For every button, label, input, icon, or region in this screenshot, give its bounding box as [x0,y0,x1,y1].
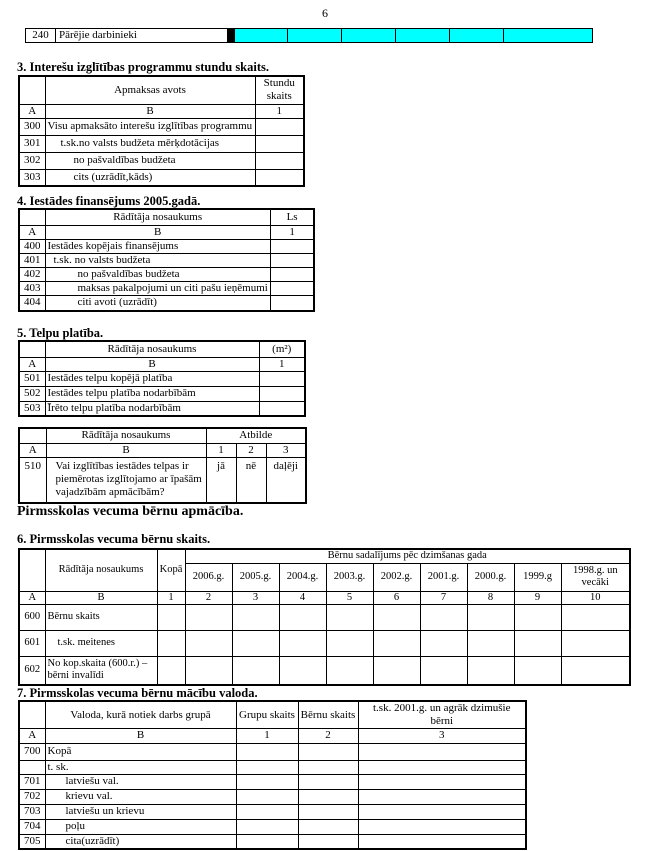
row-code: 502 [19,386,45,401]
blank-header-cell [19,209,45,225]
table-row [19,118,304,135]
value-cell[interactable] [561,605,630,631]
value-cell[interactable] [298,819,358,834]
row-label: Kopā [45,743,236,760]
staff-highlight-cell[interactable] [287,28,342,43]
table-row [19,789,526,804]
row-label: poļu [45,819,236,834]
table-row [19,605,630,631]
key-cell: 2 [236,443,266,457]
row-code: 702 [19,789,45,804]
blank-header-cell [19,549,45,591]
key-cell: 2 [298,729,358,743]
language-table [18,700,527,850]
value-cell[interactable] [514,657,561,685]
row-label: maksas pakalpojumi un citi pašu ieņēmumi [45,282,270,296]
key-cell: 6 [373,591,420,605]
value-cell[interactable] [298,834,358,849]
key-cell: 10 [561,591,630,605]
value-cell[interactable] [298,804,358,819]
key-cell: 1 [270,225,314,239]
column-header-value: (m²) [259,341,305,357]
table-row [19,774,526,789]
key-cell: 3 [358,729,526,743]
table-row [19,819,526,834]
column-header-older: t.sk. 2001.g. un agrāk dzimušie bērni [358,701,526,729]
value-cell[interactable] [279,605,326,631]
value-cell[interactable] [298,789,358,804]
table-row [19,169,304,186]
staff-highlight-cell[interactable] [341,28,396,43]
key-cell: 1 [255,104,304,118]
column-header-year: 1998.g. un vecāki [561,563,630,591]
section3-heading: 3. Interešu izglītības programmu stundu skaits. [17,60,270,74]
column-header-name: Rādītāja nosaukums [46,428,206,443]
area-table [18,340,306,417]
value-cell[interactable] [236,760,298,774]
column-header-year: 2002.g. [373,563,420,591]
value-cell[interactable] [358,834,526,849]
column-header-answer: Atbilde [206,428,306,443]
value-cell[interactable] [358,760,526,774]
blank-header-cell [19,341,45,357]
column-header-year: 2006.g. [185,563,232,591]
row-label: latviešu val. [45,774,236,789]
value-cell[interactable] [358,804,526,819]
row-code: 403 [19,282,45,296]
value-cell[interactable] [298,743,358,760]
row-label: No kop.skaita (600.r.) – bērni invalīdi [45,657,157,685]
answer-partly-cell[interactable]: daļēji [266,457,306,503]
row-code: 402 [19,268,45,282]
key-cell: 5 [326,591,373,605]
value-cell[interactable] [236,743,298,760]
value-cell[interactable] [255,169,304,186]
section6-heading: 6. Pirmsskolas vecuma bērnu skaits. [17,532,211,546]
table-row [19,371,305,386]
value-cell[interactable] [157,657,185,685]
key-cell: 9 [514,591,561,605]
value-cell[interactable] [358,774,526,789]
column-header-year: 2000.g. [467,563,514,591]
value-cell[interactable] [373,605,420,631]
key-cell: 3 [232,591,279,605]
value-cell[interactable] [326,605,373,631]
row-label: no pašvaldības budžeta [45,268,270,282]
staff-highlight-cell[interactable] [503,28,593,43]
key-cell: 7 [420,591,467,605]
value-cell[interactable] [255,118,304,135]
table-row [19,296,314,311]
key-cell: B [45,104,255,118]
key-cell: A [19,357,45,371]
value-cell[interactable] [270,296,314,311]
value-cell[interactable] [373,631,420,657]
value-cell[interactable] [157,605,185,631]
row-label: Iestādes telpu kopējā platība [45,371,259,386]
row-code: 602 [19,657,45,685]
value-cell[interactable] [185,631,232,657]
value-cell[interactable] [420,605,467,631]
value-cell[interactable] [279,631,326,657]
value-cell[interactable] [467,657,514,685]
row-code: 300 [19,118,45,135]
key-cell: A [19,225,45,239]
value-cell[interactable] [298,774,358,789]
value-cell[interactable] [236,804,298,819]
value-cell[interactable] [270,268,314,282]
children-count-table [18,548,631,686]
row-label: citi avoti (uzrādīt) [45,296,270,311]
key-cell: B [45,729,236,743]
row-label: t. sk. [45,760,236,774]
staff-highlight-cell[interactable] [395,28,450,43]
key-cell: A [19,104,45,118]
value-cell[interactable] [514,631,561,657]
value-cell[interactable] [232,631,279,657]
blank-header-cell [19,76,45,104]
column-header-name: Rādītāja nosaukums [45,209,270,225]
column-header-year: 2003.g. [326,563,373,591]
key-cell: 1 [259,357,305,371]
key-cell: 1 [236,729,298,743]
row-code: 400 [19,239,45,253]
column-header-year: 1999.g [514,563,561,591]
row-code: 701 [19,774,45,789]
key-cell: A [19,443,46,457]
column-header-total: Kopā [157,549,185,591]
value-cell[interactable] [259,401,305,416]
column-header-name: Rādītāja nosaukums [45,549,157,591]
key-cell: 1 [206,443,236,457]
row-label: Iestādes kopējais finansējums [45,239,270,253]
row-label: cits (uzrādīt,kāds) [45,169,255,186]
column-header-value: Ls [270,209,314,225]
value-cell[interactable] [373,657,420,685]
key-cell: 1 [157,591,185,605]
key-cell: 8 [467,591,514,605]
value-cell[interactable] [358,789,526,804]
row-code: 503 [19,401,45,416]
value-cell[interactable] [279,657,326,685]
row-code: 510 [19,457,46,503]
row-label: t.sk.no valsts budžeta mērķdotācijas [45,135,255,152]
value-cell[interactable] [561,657,630,685]
suitability-table [18,427,307,504]
value-cell[interactable] [561,631,630,657]
column-header-year: 2005.g. [232,563,279,591]
value-cell[interactable] [298,760,358,774]
value-cell[interactable] [420,631,467,657]
column-header-children: Bērnu skaits [298,701,358,729]
page-number: 6 [322,6,328,20]
value-cell[interactable] [259,371,305,386]
value-cell[interactable] [236,834,298,849]
table-row [19,386,305,401]
column-header-year: 2004.g. [279,563,326,591]
table-row [19,152,304,169]
column-header-birthyear-span: Bērnu sadalījums pēc dzimšanas gada [185,549,630,563]
blank-header-cell [19,701,45,729]
column-header-name: Rādītāja nosaukums [45,341,259,357]
column-header-language: Valoda, kurā notiek darbs grupā [45,701,236,729]
table-row [19,834,526,849]
value-cell[interactable] [255,152,304,169]
staff-row [25,28,593,43]
value-cell[interactable] [467,605,514,631]
key-cell: 3 [266,443,306,457]
financing-table [18,208,315,312]
row-label: t.sk. no valsts budžeta [45,253,270,267]
row-code: 700 [19,743,45,760]
staff-row-code: 240 [25,28,56,43]
section7-heading: 7. Pirmsskolas vecuma bērnu mācību valoda. [17,686,258,700]
table-row [19,631,630,657]
row-code: 704 [19,819,45,834]
value-cell[interactable] [232,657,279,685]
row-code: 303 [19,169,45,186]
staff-row-label: Pārējie darbinieki [55,28,228,43]
table-row [19,457,306,503]
value-cell[interactable] [514,605,561,631]
value-cell[interactable] [358,819,526,834]
row-label: t.sk. meitenes [45,631,157,657]
key-cell: A [19,729,45,743]
column-header-source: Apmaksas avots [45,76,255,104]
row-label: Iestādes telpu platība nodarbībām [45,386,259,401]
table-row [19,657,630,685]
table-row [19,401,305,416]
key-cell: B [45,591,157,605]
value-cell[interactable] [259,386,305,401]
row-code: 404 [19,296,45,311]
value-cell[interactable] [232,605,279,631]
table-row [19,760,526,774]
section4-heading: 4. Iestādes finansējums 2005.gadā. [17,194,201,208]
key-cell: 4 [279,591,326,605]
column-header-year: 2001.g. [420,563,467,591]
value-cell[interactable] [270,239,314,253]
column-header-groups: Grupu skaits [236,701,298,729]
value-cell[interactable] [255,135,304,152]
value-cell[interactable] [326,631,373,657]
table-row [19,743,526,760]
key-cell: B [45,357,259,371]
value-cell[interactable] [270,282,314,296]
row-code: 601 [19,631,45,657]
value-cell[interactable] [270,253,314,267]
table-row [19,282,314,296]
blank-header-cell [19,428,46,443]
key-cell: B [45,225,270,239]
key-cell: A [19,591,45,605]
column-header-value: Stundu skaits [255,76,304,104]
row-code: 705 [19,834,45,849]
value-cell[interactable] [185,657,232,685]
row-code: 401 [19,253,45,267]
staff-highlight-cell[interactable] [449,28,504,43]
table-row [19,239,314,253]
value-cell[interactable] [236,774,298,789]
row-code: 600 [19,605,45,631]
row-label: cita(uzrādīt) [45,834,236,849]
value-cell[interactable] [157,631,185,657]
row-label: no pašvaldības budžeta [45,152,255,169]
preschool-section-heading: Pirmsskolas vecuma bērnu apmācība. [17,504,244,519]
row-label: Bērnu skaits [45,605,157,631]
row-label: Īrēto telpu platība nodarbībām [45,401,259,416]
hours-table [18,75,305,187]
row-code: 501 [19,371,45,386]
row-label: latviešu un krievu [45,804,236,819]
value-cell[interactable] [420,657,467,685]
value-cell[interactable] [236,819,298,834]
value-cell[interactable] [326,657,373,685]
row-code: 302 [19,152,45,169]
answer-yes-cell[interactable]: jā [206,457,236,503]
table-row [19,268,314,282]
row-code: 301 [19,135,45,152]
key-cell: 2 [185,591,232,605]
answer-no-cell[interactable]: nē [236,457,266,503]
value-cell[interactable] [236,789,298,804]
row-label: krievu val. [45,789,236,804]
key-cell: B [46,443,206,457]
table-row [19,253,314,267]
staff-highlight-cell[interactable] [234,28,288,43]
row-code [19,760,45,774]
value-cell[interactable] [467,631,514,657]
section5-heading: 5. Telpu platība. [17,326,104,340]
table-row [19,135,304,152]
value-cell[interactable] [358,743,526,760]
value-cell[interactable] [185,605,232,631]
row-question: Vai izglītības iestādes telpas ir piemērotas izglītojamo ar īpašām vajadzībām apmācībām? [46,457,206,503]
row-label: Visu apmaksāto interešu izglītības programmu [45,118,255,135]
row-code: 703 [19,804,45,819]
table-row [19,804,526,819]
